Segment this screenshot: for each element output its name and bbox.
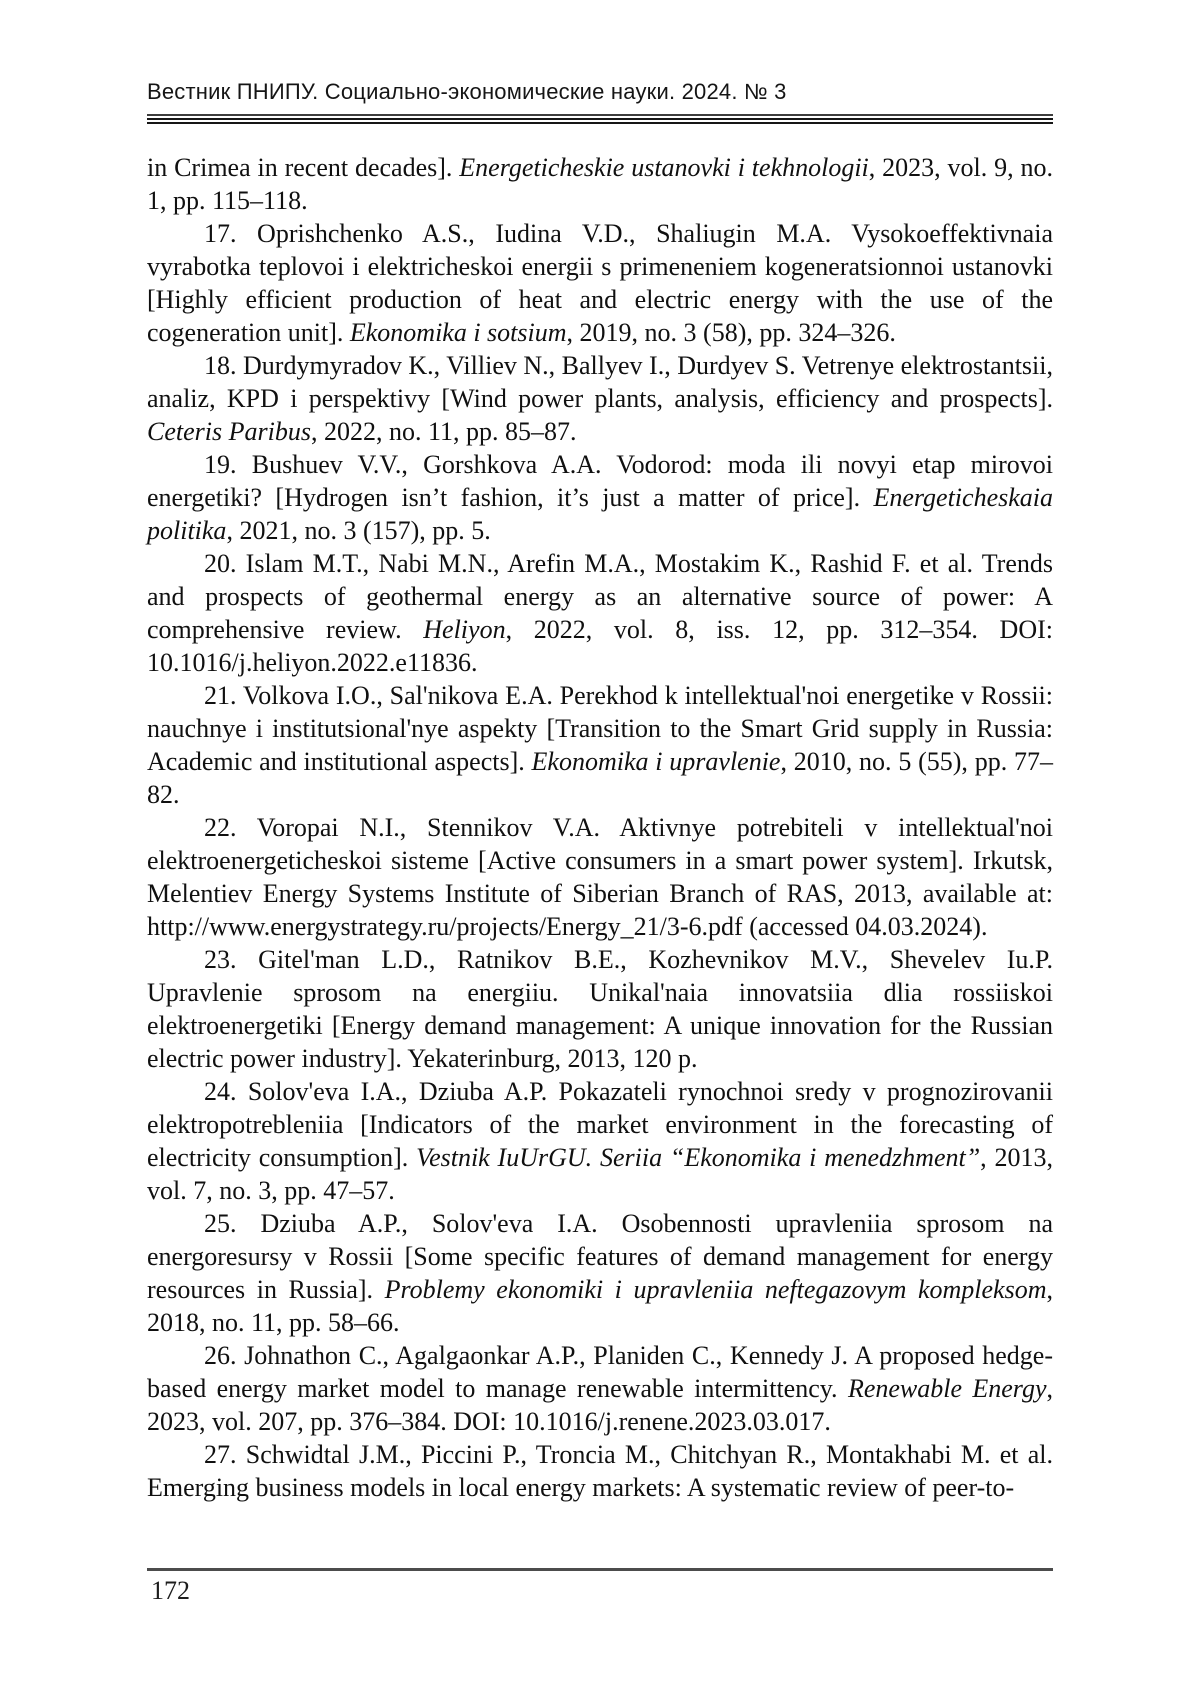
reference-text: , 2022, vol. 8, iss. 12, pp. 312–354. DOI: 10.1016/j.heliyon.2022.e11836. [147, 615, 1053, 677]
reference-entry [147, 1438, 1053, 1504]
running-header [147, 78, 1053, 124]
reference-entry [147, 1207, 1053, 1339]
reference-journal-title: Energeticheskie ustanovki i tekhnologii [459, 153, 869, 182]
reference-journal-title: Renewable Energy [847, 1374, 1047, 1403]
reference-text: , 2010, no. 5 (55), pp. 77–82. [147, 747, 1054, 809]
reference-journal-title: Ekonomika i upravlenie [531, 747, 781, 776]
reference-journal-title: Ceteris Paribus [147, 417, 311, 446]
reference-entry [147, 1339, 1053, 1438]
journal-header-title: Вестник ПНИПУ. Социально-экономические науки. 2024. № 3 [147, 79, 787, 104]
reference-journal-title: Energeticheskaia politika [147, 483, 1053, 545]
reference-text: 18. Durdymyradov K., Villiev N., Ballyev I., Durdyev S. Vetrenye elektrostantsii, analiz, KPD i perspektivy [Wind power plants, analysis, efficiency and prospects]. [147, 351, 1053, 413]
reference-text: 27. Schwidtal J.M., Piccini P., Troncia M., Chitchyan R., Montakhabi M. et al. Emerging business models in local energy markets: A systematic review of peer-to- [147, 1440, 1053, 1502]
reference-entry [147, 943, 1053, 1075]
reference-entry [147, 151, 1053, 217]
reference-text: 25. Dziuba A.P., Solov'eva I.A. Osobennosti upravleniia sprosom na energoresursy v Rossii [Some specific features of demand management for energy resources in Russia]. [147, 1209, 1053, 1304]
reference-text: 26. Johnathon C., Agalgaonkar A.P., Planiden C., Kennedy J. A proposed hedge-based energy market model to manage renewable intermittency. [147, 1341, 1053, 1403]
reference-entry [147, 1075, 1053, 1207]
reference-text: 24. Solov'eva I.A., Dziuba A.P. Pokazateli rynochnoi sredy v prognozirovanii elektropotrebleniia [Indicators of the market environment in the forecasting of electricity consumption]. [147, 1077, 1053, 1172]
reference-journal-title: Vestnik IuUrGU. Seriia “Ekonomika i menedzhment” [416, 1143, 981, 1172]
reference-text: 21. Volkova I.O., Sal'nikova E.A. Perekhod k intellektual'noi energetike v Rossii: nauchnye i institutsional'nye aspekty [Transition to the Smart Grid supply in Russia: Academic and institutional aspects]. [147, 681, 1053, 776]
reference-text: , 2013, vol. 7, no. 3, pp. 47–57. [147, 1143, 1053, 1205]
reference-text: , 2019, no. 3 (58), pp. 324–326. [566, 318, 896, 347]
reference-text: , 2021, no. 3 (157), pp. 5. [226, 516, 491, 545]
header-rule-double [147, 118, 1053, 124]
reference-text: , 2018, no. 11, pp. 58–66. [147, 1275, 1053, 1337]
reference-text: , 2022, no. 11, pp. 85–87. [310, 417, 577, 446]
reference-entry [147, 811, 1053, 943]
reference-text: 19. Bushuev V.V., Gorshkova A.A. Vodorod: moda ili novyi etap mirovoi energetiki? [Hydrogen isn’t fashion, it’s just a matter of price]. [147, 450, 1053, 512]
reference-journal-title: Ekonomika i sotsium [349, 318, 567, 347]
reference-text: 23. Gitel'man L.D., Ratnikov B.E., Kozhevnikov M.V., Shevelev Iu.P. Upravlenie sprosom na energiiu. Unikal'naia innovatsiia dlia rossiiskoi elektroenergetiki [Energy demand management: A unique innovation for the Russian electric power industry]. Yekaterinburg, 2013, 120 p. [147, 945, 1053, 1073]
reference-entry [147, 448, 1053, 547]
reference-text: , 2023, vol. 9, no. 1, pp. 115–118. [147, 153, 1053, 215]
references-list [147, 151, 1053, 1504]
reference-text: 20. Islam M.T., Nabi M.N., Arefin M.A., Mostakim K., Rashid F. et al. Trends and prospects of geothermal energy as an alternative source of power: A comprehensive review. [147, 549, 1053, 644]
page-number: 172 [151, 1576, 190, 1605]
header-rule-thin [147, 114, 1053, 116]
reference-journal-title: Heliyon [423, 615, 506, 644]
reference-entry [147, 217, 1053, 349]
reference-text: 17. Oprishchenko A.S., Iudina V.D., Shaliugin M.A. Vysokoeffektivnaia vyrabotka teplovoi i elektricheskoi energii s primeneniem kogeneratsionnoi ustanovki [Highly efficient production of heat and electric energy with the use of the cogeneration unit]. [147, 219, 1053, 347]
reference-entry [147, 349, 1053, 448]
reference-text: 22. Voropai N.I., Stennikov V.A. Aktivnye potrebiteli v intellektual'noi elektroenergeticheskoi sisteme [Active consumers in a smart power system]. Irkutsk, Melentiev Energy Systems Institute of Siberian Branch of RAS, 2013, available at: http://www.energystrategy.ru/projects/Energy_21/3-6.pdf (accessed 04.03.2024). [147, 813, 1053, 941]
reference-journal-title: Problemy ekonomiki i upravleniia neftegazovym kompleksom [384, 1275, 1047, 1304]
reference-text: in Crimea in recent decades]. [147, 153, 460, 182]
reference-entry [147, 547, 1053, 679]
reference-entry [147, 679, 1053, 811]
footer-rule [147, 1568, 1053, 1571]
reference-text: , 2023, vol. 207, pp. 376–384. DOI: 10.1016/j.renene.2023.03.017. [147, 1374, 1053, 1436]
